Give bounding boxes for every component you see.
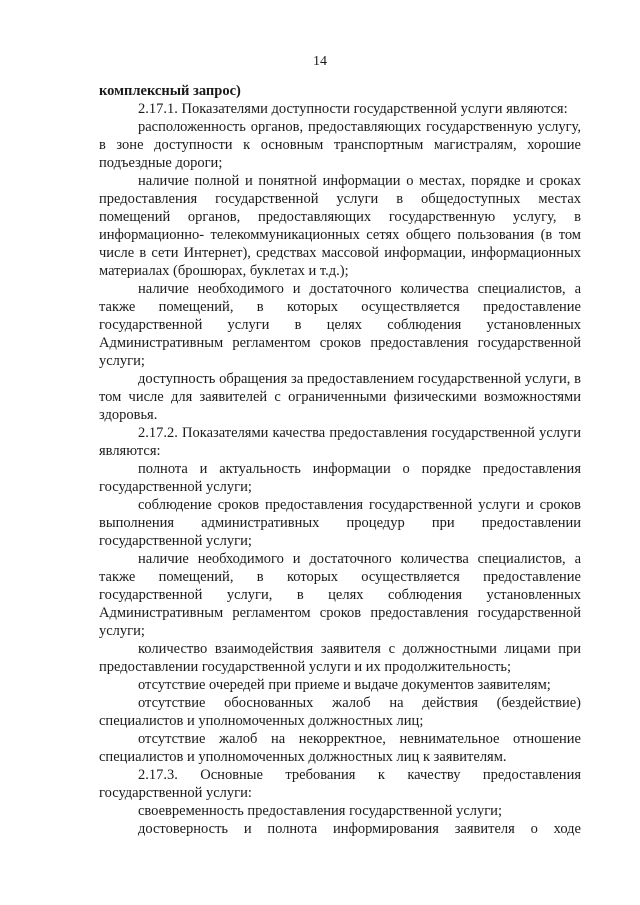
paragraph: достоверность и полнота информирования заявителя о ходе (138, 821, 581, 837)
paragraph: количество взаимодействия заявителя с должностными лицами при предоставлении государственной услуги и их продолжительность; (99, 641, 581, 675)
paragraph-heading: комплексный запрос) (99, 83, 241, 99)
paragraph: полнота и актуальность информации о порядке предоставления государственной услуги; (99, 461, 581, 495)
paragraph: наличие необходимого и достаточного количества специалистов, а также помещений, в которых осуществляется предоставление государственной услуги в целях соблюдения установленных Административным регламентом сроков предоставления государственной услуги; (99, 281, 581, 369)
paragraph: отсутствие обоснованных жалоб на действия (бездействие) специалистов и уполномоченных должностных лиц; (99, 695, 581, 729)
paragraph: наличие полной и понятной информации о местах, порядке и сроках предоставления государственной услуги в общедоступных местах помещений органов, предоставляющих государственную услугу, в информационно- телекоммуникационных сетях общего пользования (в том числе в сети Интернет), средствах массовой информации, информационных материалах (брошюрах, буклетах и т.д.); (99, 173, 581, 279)
paragraph: доступность обращения за предоставлением государственной услуги, в том числе для заявителей с ограниченными физическими возможностями здоровья. (99, 371, 581, 423)
paragraph: отсутствие жалоб на некорректное, невнимательное отношение специалистов и уполномоченных должностных лиц к заявителям. (99, 731, 581, 765)
paragraph-2-17-3: 2.17.3. Основные требования к качеству предоставления государственной услуги: (99, 767, 581, 801)
paragraph: наличие необходимого и достаточного количества специалистов, а также помещений, в которых осуществляется предоставление государственной услуги, в целях соблюдения установленных Административным регламентом сроков предоставления государственной услуги; (99, 551, 581, 639)
page-number: 14 (313, 54, 327, 69)
document-body (99, 82, 581, 838)
paragraph-2-17-2: 2.17.2. Показателями качества предоставления государственной услуги являются: (99, 425, 581, 459)
paragraph: отсутствие очередей при приеме и выдаче документов заявителям; (138, 677, 551, 693)
paragraph-2-17-1: 2.17.1. Показателями доступности государственной услуги являются: (138, 101, 568, 117)
paragraph: своевременность предоставления государственной услуги; (138, 803, 502, 819)
paragraph: соблюдение сроков предоставления государственной услуги и сроков выполнения административных процедур при предоставлении государственной услуги; (99, 497, 581, 549)
paragraph: расположенность органов, предоставляющих государственную услугу, в зоне доступности к основным транспортным магистралям, хорошие подъездные дороги; (99, 119, 581, 171)
